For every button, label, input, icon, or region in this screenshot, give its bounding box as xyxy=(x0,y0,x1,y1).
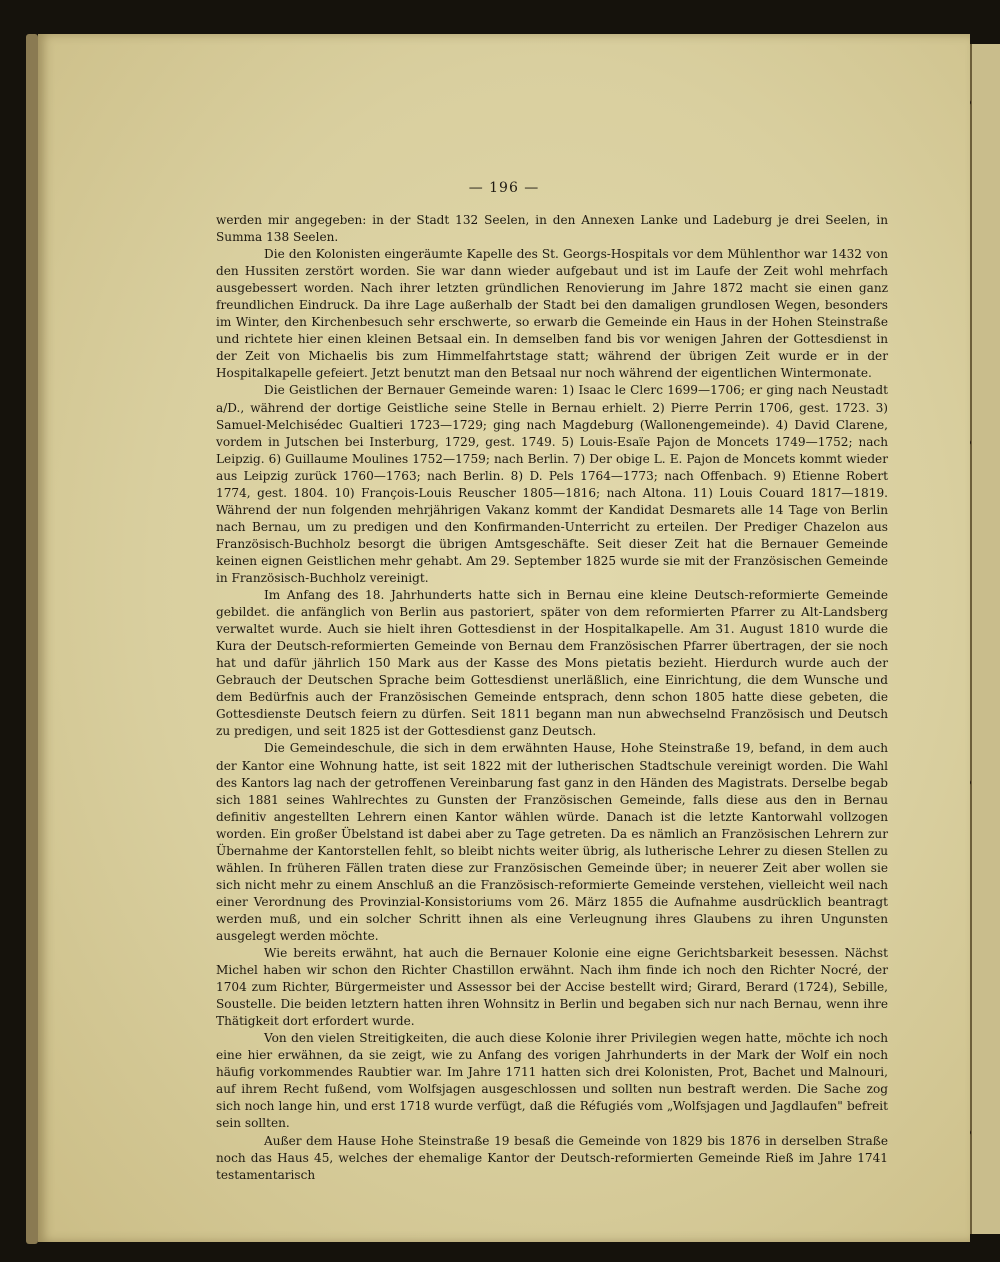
page-body-text xyxy=(216,212,888,1184)
paragraph: Die den Kolonisten eingeräumte Kapelle des St. Georgs-Hospitals vor dem Mühlenthor war 1432 von den Hussiten zerstört worden. Sie war dann wieder aufgebaut und ist im Laufe der Zeit wohl mehrfach ausgebessert worden. Nach ihrer letzten gründlichen Renovierung im Jahre 1872 macht sie einen ganz freundlichen Eindruck. Da ihre Lage außerhalb der Stadt bei den damaligen grundlosen Wegen, besonders im Winter, den Kirchenbesuch sehr erschwerte, so erwarb die Gemeinde ein Haus in der Hohen Steinstraße und richtete hier einen kleinen Betsaal ein. In demselben fand bis vor wenigen Jahren der Gottesdienst in der Zeit von Michaelis bis zum Himmelfahrtstage statt; während der übrigen Zeit wurde er in der Hospitalkapelle gefeiert. Jetzt benutzt man den Betsaal nur noch während der eigentlichen Wintermonate. xyxy=(216,247,888,381)
paragraph: Die Gemeindeschule, die sich in dem erwähnten Hause, Hohe Steinstraße 19, befand, in dem auch der Kantor eine Wohnung hatte, ist seit 1822 mit der lutherischen Stadtschule vereinigt worden. Die Wahl des Kantors lag nach der getroffenen Vereinbarung fast ganz in den Händen des Magistrats. Derselbe begab sich 1881 seines Wahlrechtes zu Gunsten der Französischen Gemeinde, falls diese aus den in Bernau definitiv angestellten Lehrern einen Kantor wählen würde. Danach ist die letzte Kantorwahl vollzogen worden. Ein großer Übelstand ist dabei aber zu Tage getreten. Da es nämlich an Französischen Lehrern zur Übernahme der Kantorstellen fehlt, so bleibt nichts weiter übrig, als lutherische Lehrer zu diesen Stellen zu wählen. In früheren Fällen traten diese zur Französischen Gemeinde über; in neuerer Zeit aber wollen sie sich nicht mehr zu einem Anschluß an die Französisch-reformierte Gemeinde verstehen, vielleicht weil nach einer Verordnung des Provinzial-Konsistoriums vom 26. März 1855 die Aufnahme ausdrücklich beantragt werden muß, und ein solcher Schritt ihnen als eine Verleugnung ihres Glaubens zu ihren Ungunsten ausgelegt werden möchte. xyxy=(216,741,888,943)
paragraph: Im Anfang des 18. Jahrhunderts hatte sich in Bernau eine kleine Deutsch-reformierte Gemeinde gebildet. die anfänglich von Berlin aus pastoriert, später von dem reformierten Pfarrer zu Alt-Landsberg verwaltet wurde. Auch sie hielt ihren Gottesdienst in der Hospitalkapelle. Am 31. August 1810 wurde die Kura der Deutsch-reformierten Gemeinde von Bernau dem Französischen Pfarrer übertragen, der sie noch hat und dafür jährlich 150 Mark aus der Kasse des Mons pietatis bezieht. Hierdurch wurde auch der Gebrauch der Deutschen Sprache beim Gottesdienst unerläßlich, eine Einrichtung, die dem Wunsche und dem Bedürfnis auch der Französischen Gemeinde entsprach, denn schon 1805 hatte diese gebeten, die Gottesdienste Deutsch feiern zu dürfen. Seit 1811 begann man nun abwechselnd Französisch und Deutsch zu predigen, und seit 1825 ist der Gottesdienst ganz Deutsch. xyxy=(216,588,888,739)
page-number: — 196 — xyxy=(468,180,540,196)
book-page xyxy=(38,34,970,1242)
facing-page-edge xyxy=(970,44,1000,1234)
paragraph: Die Geistlichen der Bernauer Gemeinde waren: 1) Isaac le Clerc 1699—1706; er ging nach Neustadt a/D., während der dortige Geistliche seine Stelle in Bernau erhielt. 2) Pierre Perrin 1706, gest. 1723. 3) Samuel-Melchisédec Gualtieri 1723—1729; ging nach Magdeburg (Wallonengemeinde). 4) David Clarene, vordem in Jutschen bei Insterburg, 1729, gest. 1749. 5) Louis-Esaïe Pajon de Moncets 1749—1752; nach Leipzig. 6) Guillaume Moulines 1752—1759; nach Berlin. 7) Der obige L. E. Pajon de Moncets kommt wieder aus Leipzig zurück 1760—1763; nach Berlin. 8) D. Pels 1764—1773; nach Offenbach. 9) Etienne Robert 1774, gest. 1804. 10) François-Louis Reuscher 1805—1816; nach Altona. 11) Louis Couard 1817—1819. Während der nun folgenden mehrjährigen Vakanz kommt der Kandidat Desmarets alle 14 Tage von Berlin nach Bernau, um zu predigen und den Konfirmanden-Unterricht zu erteilen. Der Prediger Chazelon aus Französisch-Buchholz besorgt die übrigen Amtsgeschäfte. Seit dieser Zeit hat die Bernauer Gemeinde keinen eignen Geistlichen mehr gehabt. Am 29. September 1825 wurde sie mit der Französischen Gemeinde in Französisch-Buchholz vereinigt. xyxy=(216,383,888,585)
paragraph: Außer dem Hause Hohe Steinstraße 19 besaß die Gemeinde von 1829 bis 1876 in derselben Straße noch das Haus 45, welches der ehemalige Kantor der Deutsch-reformierten Gemeinde Rieß im Jahre 1741 testamentarisch xyxy=(216,1133,888,1182)
paragraph: Von den vielen Streitigkeiten, die auch diese Kolonie ihrer Privilegien wegen hatte, möchte ich noch eine hier erwähnen, da sie zeigt, wie zu Anfang des vorigen Jahrhunderts in der Mark der Wolf ein noch häufig vorkommendes Raubtier war. Im Jahre 1711 hatten sich drei Kolonisten, Prot, Bachet und Malnouri, auf ihrem Recht fußend, vom Wolfsjagen ausgeschlossen und sollten nun bestraft werden. Die Sache zog sich noch lange hin, und erst 1718 wurde verfügt, daß die Réfugiés vom „Wolfsjagen und Jagdlaufen" befreit sein sollten. xyxy=(216,1031,888,1131)
book-cover-edge xyxy=(26,34,38,1244)
paragraph: Wie bereits erwähnt, hat auch die Bernauer Kolonie eine eigne Gerichtsbarkeit besessen. Nächst Michel haben wir schon den Richter Chastillon erwähnt. Nach ihm finde ich noch den Richter Nocré, der 1704 zum Richter, Bürgermeister und Assessor bei der Accise bestellt wird; Girard, Berard (1724), Sebille, Soustelle. Die beiden letztern hatten ihren Wohnsitz in Berlin und begaben sich nur nach Bernau, wenn ihre Thätigkeit dort erfordert wurde. xyxy=(216,946,888,1029)
paragraph: werden mir angegeben: in der Stadt 132 Seelen, in den Annexen Lanke und Ladeburg je drei Seelen, in Summa 138 Seelen. xyxy=(216,213,888,245)
